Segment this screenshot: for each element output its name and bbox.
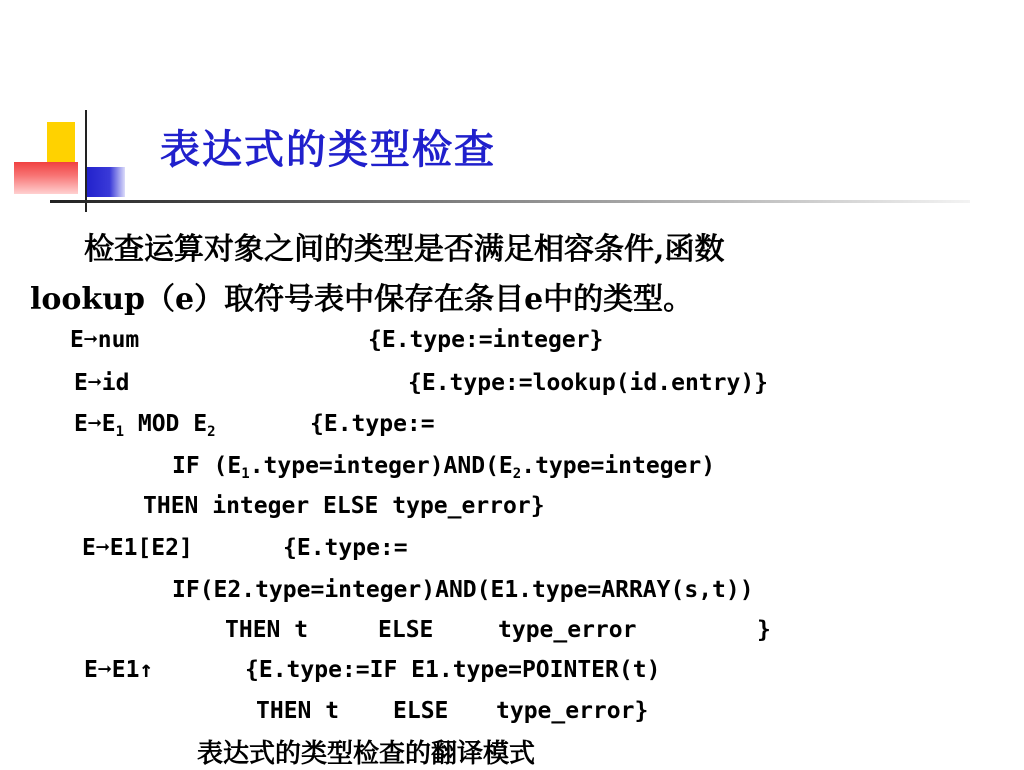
rule-pointer-action: {E.type:=IF E1.type=POINTER(t): [245, 657, 661, 683]
rule-num-lhs: num: [97, 327, 140, 353]
intro-line-1: 检查运算对象之间的类型是否满足相容条件,函数: [84, 232, 725, 267]
rule-mod-then: THEN integer ELSE type_error}: [143, 493, 545, 519]
rule-pointer-error: type_error}: [496, 698, 649, 724]
rule-lhs-e: E: [70, 327, 84, 353]
right-arrow-icon: ➞: [87, 411, 102, 437]
rule-lhs-e: E: [82, 535, 96, 561]
vertical-rule: [85, 110, 87, 212]
rule-mod: [74, 411, 216, 440]
rule-array-lhs: E1[E2]: [109, 535, 193, 561]
rule-array-then: THEN t: [225, 617, 309, 643]
rule-pointer-then: THEN t: [256, 698, 340, 724]
if-part-a: IF (E: [172, 453, 242, 479]
rule-lhs-e: E: [84, 657, 98, 683]
rule-pointer: [84, 657, 153, 683]
red-gradient-decoration: [14, 162, 78, 194]
rule-array: [82, 535, 193, 561]
subscript: 2: [207, 424, 216, 440]
slide-title: 表达式的类型检查: [160, 126, 496, 173]
rule-pointer-else: ELSE: [393, 698, 449, 724]
if-part-b: .type=integer)AND(E: [249, 453, 513, 479]
rule-mod-action: {E.type:=: [310, 411, 435, 437]
rule-array-action: {E.type:=: [283, 535, 408, 561]
rule-lhs-e: E: [74, 370, 88, 396]
blue-square-decoration: [87, 167, 125, 197]
rule-mod-text: MOD E: [124, 411, 208, 437]
rule-id: [74, 370, 129, 396]
subscript: 1: [115, 424, 125, 440]
right-arrow-icon: ➞: [95, 535, 110, 561]
rule-num-action: {E.type:=integer}: [368, 327, 604, 353]
subscript: 2: [512, 466, 522, 482]
right-arrow-icon: ➞: [97, 657, 112, 683]
if-part-c: .type=integer): [521, 453, 716, 479]
rule-array-error: type_error: [498, 617, 637, 643]
rule-id-action: {E.type:=lookup(id.entry)}: [408, 370, 769, 396]
yellow-square-decoration: [47, 122, 75, 164]
subscript: 1: [241, 466, 250, 482]
rule-id-lhs: id: [101, 370, 130, 396]
rule-mod-if: [172, 453, 715, 482]
rule-pointer-lhs: E1: [111, 657, 140, 683]
intro-line-2: lookup（e）取符号表中保存在条目e中的类型。: [30, 282, 694, 317]
slide-caption: 表达式的类型检查的翻译模式: [197, 739, 536, 769]
rule-array-else: ELSE: [378, 617, 434, 643]
rule-array-if: IF(E2.type=integer)AND(E1.type=ARRAY(s,t)): [172, 577, 754, 603]
rule-lhs-e: E: [74, 411, 88, 437]
rule-array-close: }: [757, 617, 771, 643]
right-arrow-icon: ➞: [87, 370, 102, 396]
right-arrow-icon: ➞: [83, 327, 98, 353]
rule-num: [70, 327, 139, 353]
horizontal-rule: [50, 200, 970, 203]
rule-mod-e: E: [101, 411, 116, 437]
up-arrow-icon: ↑: [139, 657, 154, 683]
